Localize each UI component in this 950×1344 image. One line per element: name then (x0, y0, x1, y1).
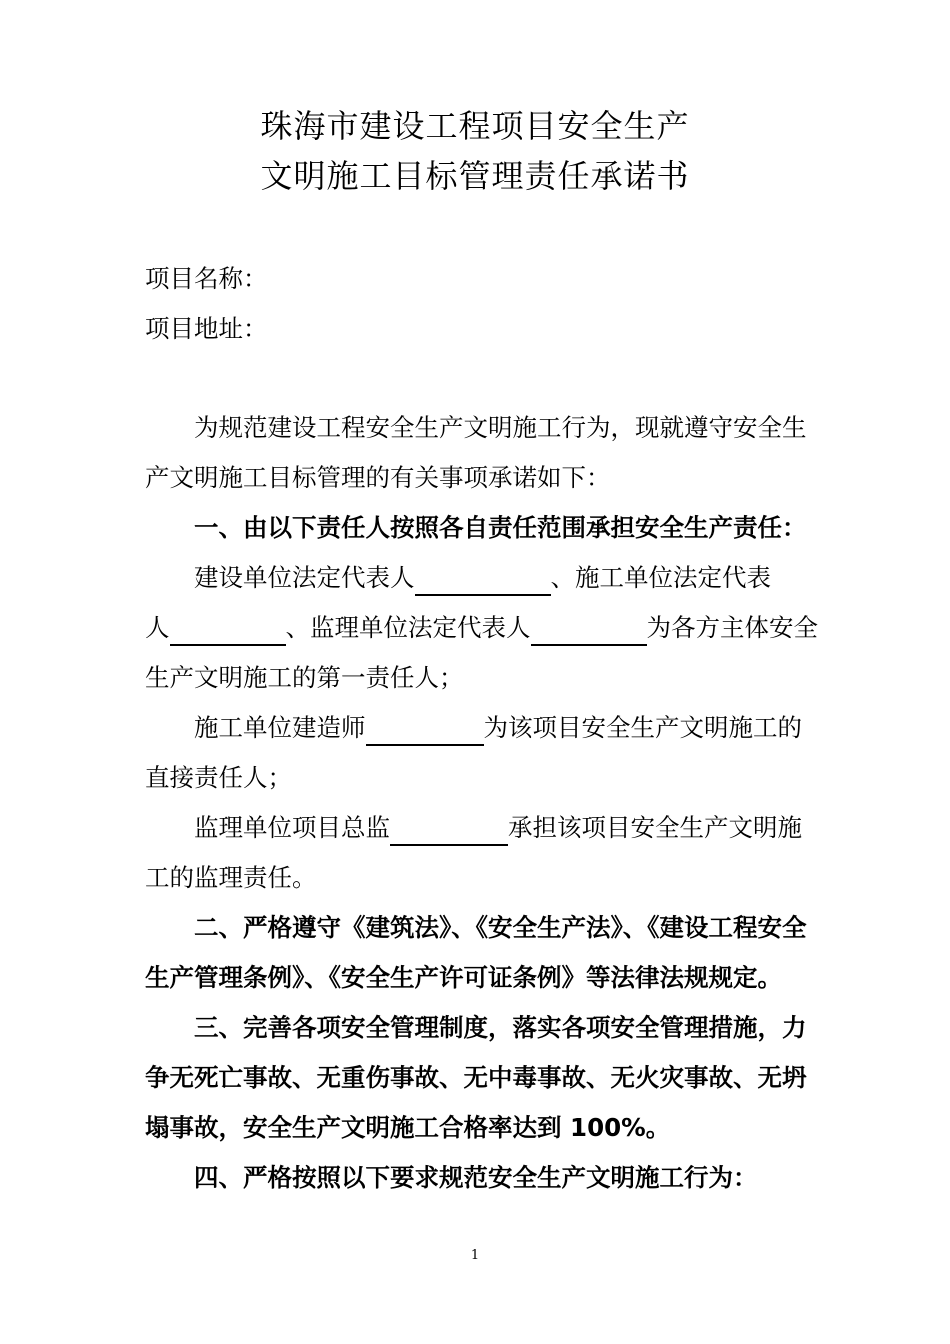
builder-responsibility-text: 为该项目安全生产文明施工的 (483, 713, 802, 742)
item-3-line-1: 三、完善各项安全管理制度，落实各项安全管理措施，力 (194, 1013, 807, 1042)
item-2-line-2: 生产管理条例》、《安全生产许可证条例》等法律法规规定。 (145, 963, 782, 992)
chief-supervisor-blank (390, 843, 508, 846)
supervisor-line-2: 工的监理责任。 (145, 863, 317, 892)
item-3-line-2: 争无死亡事故、无重伤事故、无中毒事故、无火灾事故、无坍 (145, 1063, 807, 1092)
chief-supervisor-text: 承担该项目安全生产文明施 (508, 813, 802, 842)
project-address-label: 项目地址： (145, 314, 268, 343)
item-3-line-3: 塌事故，安全生产文明施工合格率达到 100%。 (145, 1113, 671, 1142)
responsibility-line-2 (145, 612, 818, 646)
item-2-line-1: 二、严格遵守《建筑法》、《安全生产法》、《建设工程安全 (194, 913, 807, 942)
supervisor-rep-label: 、监理单位法定代表人 (285, 613, 531, 642)
document-title-line-1: 珠海市建设工程项目安全生产 (260, 107, 690, 145)
chief-supervisor-label: 监理单位项目总监 (194, 813, 390, 842)
supervisor-line-1 (194, 812, 802, 846)
responsibility-line-3: 生产文明施工的第一责任人； (145, 663, 464, 692)
item-1-heading: 一、由以下责任人按照各自责任范围承担安全生产责任： (194, 513, 807, 542)
supervisor-rep-blank (531, 643, 647, 646)
intro-line-1: 为规范建设工程安全生产文明施工行为，现就遵守安全生 (194, 413, 807, 442)
project-name-label: 项目名称： (145, 264, 268, 293)
contractor-rep-blank (170, 643, 286, 646)
item-4-heading: 四、严格按照以下要求规范安全生产文明施工行为： (194, 1163, 758, 1192)
page-number: 1 (470, 1248, 480, 1263)
document-title-line-2: 文明施工目标管理责任承诺书 (260, 157, 690, 195)
contractor-rep-label-end: 人 (145, 613, 170, 642)
contractor-rep-label: 、施工单位法定代表 (550, 563, 771, 592)
responsibility-line-1 (194, 562, 771, 596)
intro-line-2: 产文明施工目标管理的有关事项承诺如下： (145, 463, 611, 492)
builder-blank (366, 743, 484, 746)
primary-responsibility-text: 为各方主体安全 (646, 613, 818, 642)
builder-line-1 (194, 712, 802, 746)
builder-line-2: 直接责任人； (145, 763, 292, 792)
construction-rep-blank (415, 593, 551, 596)
builder-label: 施工单位建造师 (194, 713, 366, 742)
construction-rep-label: 建设单位法定代表人 (194, 563, 415, 592)
